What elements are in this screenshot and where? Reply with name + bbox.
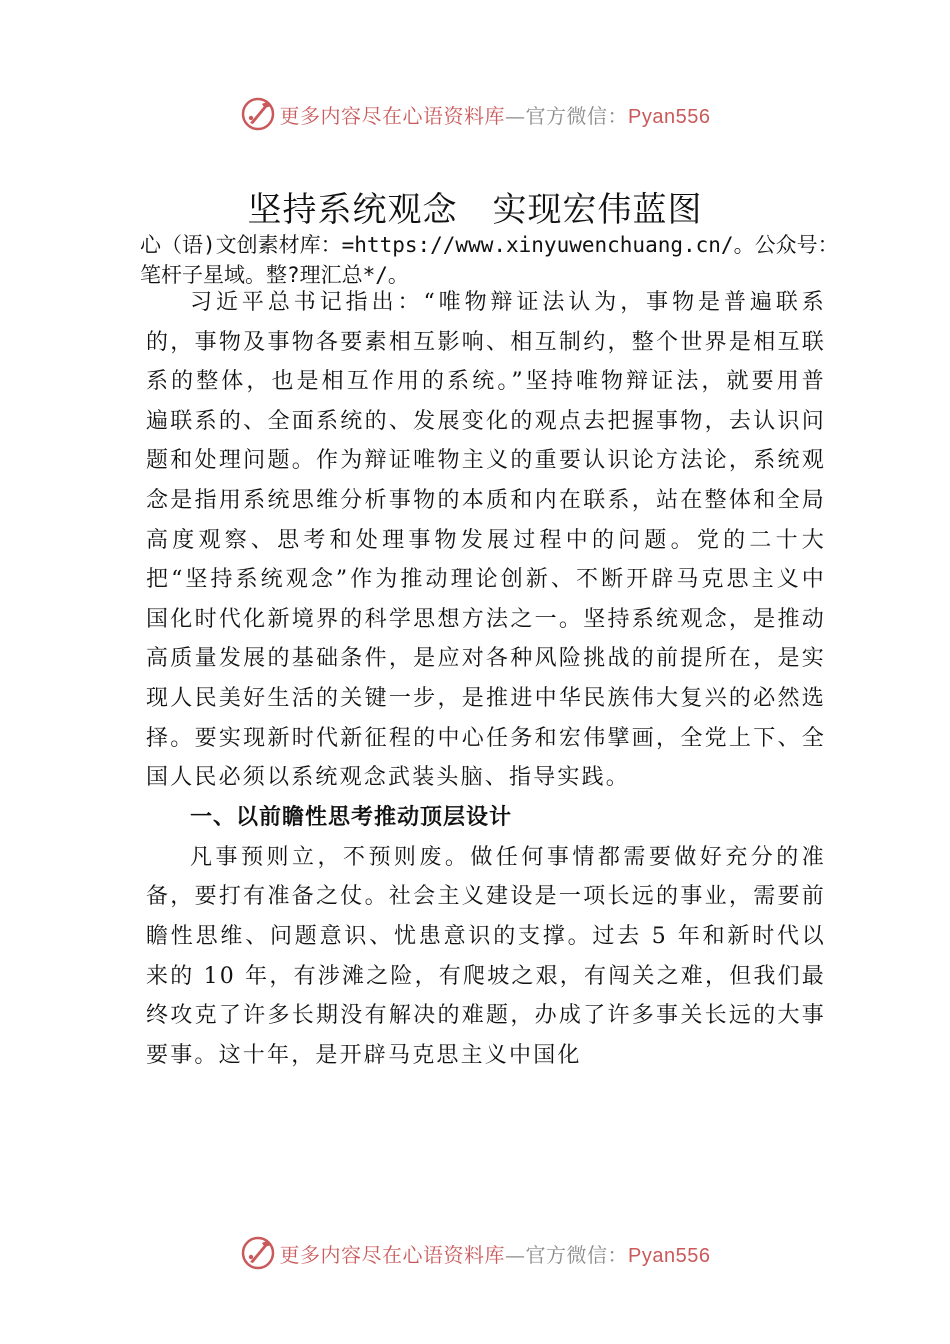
section-1-paragraph: 凡事预则立，不预则废。做任何事情都需要做好充分的准备，要打有准备之仗。社会主义建设是一项长远的事业，需要前瞻性思维、问题意识、忧患意识的支撑。过去 5 年和新时代以来的 10 年，有涉滩之险，有爬坡之艰，有闯关之难，但我们最终攻克了许多长期没有解决的难题，办成了许多事关长远的大事要事。这十年，是开辟马克思主义中国化 bbox=[146, 844, 826, 1068]
header-banner bbox=[0, 94, 950, 134]
intro-paragraph: 习近平总书记指出：“唯物辩证法认为，事物是普遍联系的，事物及事物各要素相互影响、相互制约，整个世界是相互联系的整体，也是相互作用的系统。”坚持唯物辩证法，就要用普遍联系的、全面系统的、发展变化的观点去把握事物，去认识问题和处理问题。作为辩证唯物主义的重要认识论方法论，系统观念是指用系统思维分析事物的本质和内在联系，站在整体和全局高度观察、思考和处理事物发展过程中的问题。党的二十大把“坚持系统观念”作为推动理论创新、不断开辟马克思主义中国化时代化新境界的科学思想方法之一。坚持系统观念，是推动高质量发展的基础条件，是应对各种风险挑战的前提所在，是实现人民美好生活的关键一步，是推进中华民族伟大复兴的必然选择。要实现新时代新征程的中心任务和宏伟擘画，全党上下、全国人民必须以系统观念武装头脑、指导实践。 bbox=[146, 290, 826, 791]
banner-text: 更多内容尽在心语资料库—官方微信：Pyan556 bbox=[279, 103, 711, 128]
quill-logo-icon bbox=[240, 1235, 276, 1271]
document-title: 坚持系统观念 实现宏伟蓝图 bbox=[247, 190, 703, 230]
quill-logo-icon bbox=[240, 96, 276, 132]
banner-text: 更多内容尽在心语资料库—官方微信：Pyan556 bbox=[279, 1242, 711, 1267]
document-body bbox=[146, 283, 826, 1075]
footer-banner bbox=[0, 1233, 950, 1273]
source-note: 心（语)文创素材库：=https://www.xinyuwenchuang.cn/。公众号：笔杆子星域。整?理汇总*/。 bbox=[140, 233, 839, 287]
section-heading-1: 一、以前瞻性思考推动顶层设计 bbox=[190, 804, 513, 830]
